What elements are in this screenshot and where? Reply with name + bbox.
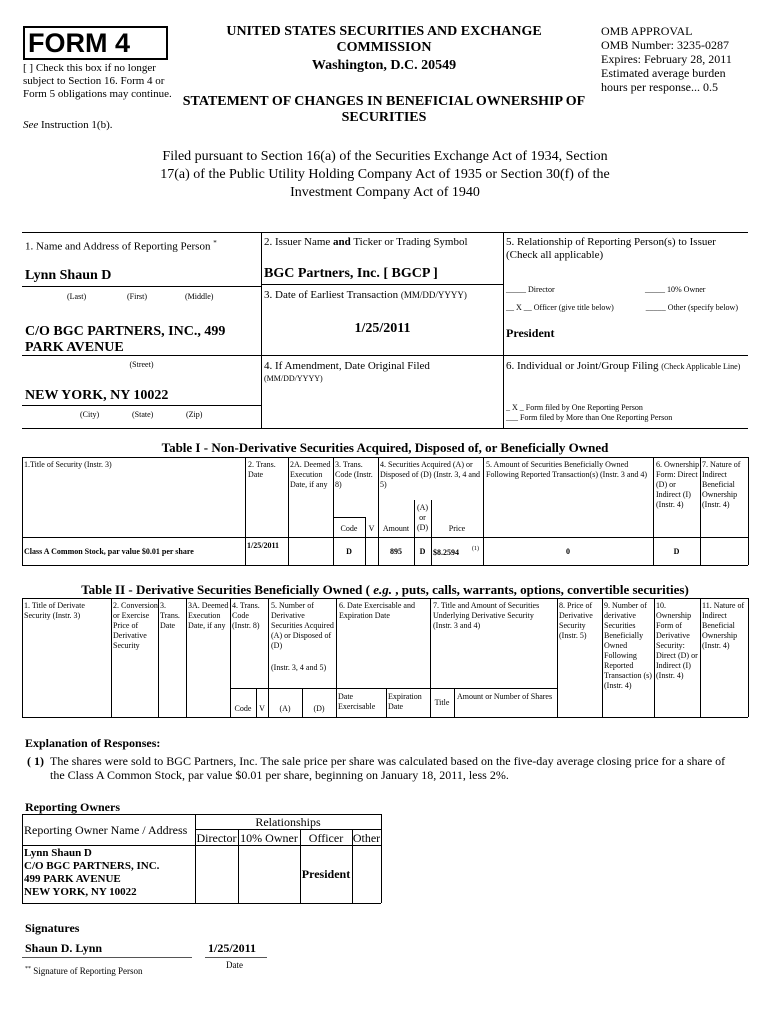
instruction-ref: Instruction 1(b). [38, 119, 113, 131]
t2-sub-expiration: Expiration Date [388, 692, 422, 711]
explanation-heading: Explanation of Responses: [25, 736, 161, 750]
t1-row-form: D [673, 547, 680, 556]
ro-col-other: Other [352, 831, 381, 845]
box6-check: (Check Applicable Line) [661, 362, 741, 371]
box2-label [264, 236, 502, 249]
t1-header-nature: 7. Nature of Indirect Beneficial Ownership (Instr. 4) [702, 460, 741, 509]
t2-sub-title: Title [434, 698, 450, 707]
t2-header-nature: 11. Nature of Indirect Beneficial Ownership (Instr. 4) [702, 601, 745, 650]
t1-header-ownership-form: 6. Ownership Form: Direct (D) or Indirect (I) (Instr. 4) [656, 460, 700, 509]
street-address: C/O BGC PARTNERS, INC., 499 PARK AVENUE [25, 324, 226, 355]
t1-sub-ad: (A) or (D) [416, 503, 429, 532]
relationship-other: _____ Other (specify below) [645, 303, 738, 312]
t1-header-date: 2. Trans. Date [248, 460, 276, 479]
omb-line: OMB APPROVAL [601, 24, 693, 38]
ro-relationships: Relationships [255, 815, 321, 829]
t1-row-date: 1/25/2011 [247, 541, 280, 550]
t2-sub-amount: Amount or Number of Shares [457, 692, 553, 701]
signatures-heading: Signatures [25, 921, 80, 935]
ro-officer-value: President [301, 867, 351, 881]
table2-title-pre: Table II - Derivative Securities Beneficially Owned ( [81, 582, 374, 597]
label-state: (State) [132, 410, 154, 419]
table2-title [22, 582, 748, 597]
t2-sub-a: (A) [279, 704, 291, 713]
box3-format: (MM/DD/YYYY) [400, 290, 467, 300]
box3-label-text: 3. Date of Earliest Transaction [264, 289, 399, 301]
ro-col-officer: Officer [308, 831, 344, 845]
table2-title-eg: e.g. [373, 582, 392, 597]
table1-title: Table I - Non-Derivative Securities Acquired, Disposed of, or Beneficially Owned [161, 440, 609, 455]
table2-title-post: , puts, calls, warrants, options, convertible securities) [391, 582, 689, 597]
box4-label: 4. If Amendment, Date Original Filed [264, 360, 430, 372]
t1-header-code: 3. Trans. Code (Instr. 8) [335, 460, 373, 489]
label-middle: (Middle) [185, 292, 214, 301]
t2-header-code: 4. Trans. Code (Instr. 8) [232, 601, 260, 630]
t1-header-acquired: 4. Securities Acquired (A) or Disposed of (D) (Instr. 3, 4 and 5) [380, 460, 480, 489]
box1-label-text: 1. Name and Address of Reporting Person [25, 240, 211, 253]
t2-header-deemed: 3A. Deemed Execution Date, if any [188, 601, 229, 630]
reporting-person-name: Lynn Shaun D [25, 268, 112, 283]
t1-sub-price: Price [448, 524, 466, 533]
t1-row-security: Class A Common Stock, par value $0.01 per share [24, 547, 194, 556]
t1-header-amount-owned: 5. Amount of Securities Beneficially Owned Following Reported Transaction(s) (Instr. 3 and 4) [486, 460, 648, 479]
t1-row-owned: 0 [566, 547, 570, 556]
t2-header-number: 5. Number of Derivative Securities Acquired (A) or Disposed of (D) [271, 601, 334, 650]
t2-header-trans-date: 3. Trans. Date [160, 601, 180, 630]
t2-header-number-owned: 9. Number of derivative Securities Beneficially Owned Following Reported Transaction (s) (Instr. 4) [604, 601, 652, 690]
date-label: Date [226, 960, 243, 970]
t1-header-title: 1.Title of Security (Instr. 3) [24, 460, 112, 469]
t2-header-ownership-form: 10. Ownership Form of Derivative Security: Direct (D) or Indirect (I) (Instr. 4) [656, 601, 698, 680]
t2-sub-d: (D) [313, 704, 325, 713]
agency-location: Washington, D.C. 20549 [311, 58, 457, 73]
explanation-footnote-number: ( 1) [27, 754, 44, 768]
omb-line: hours per response... 0.5 [601, 80, 718, 94]
t2-header-title: 1. Title of Derivate Security (Instr. 3) [24, 601, 85, 620]
box1-asterisk: * [213, 239, 217, 247]
box2-label-post: Ticker or Trading Symbol [350, 236, 468, 248]
t2-header-price: 8. Price of Derivative Security (Instr. 5) [559, 601, 593, 640]
signature-date: 1/25/2011 [208, 941, 257, 955]
omb-line: Estimated average burden [601, 66, 726, 80]
box6-label-text: 6. Individual or Joint/Group Filing [506, 360, 659, 372]
t2-sub-code: Code [234, 704, 252, 713]
relationship-director: _____ Director [506, 285, 555, 294]
box5-sub: (Check all applicable) [506, 249, 604, 261]
box4-format: (MM/DD/YYYY) [264, 374, 323, 383]
t1-row-code: D [346, 547, 352, 556]
t1-row-amount: 895 [390, 547, 402, 556]
label-last: (Last) [67, 292, 87, 301]
officer-title: President [506, 326, 555, 340]
t1-sub-v: V [368, 524, 375, 533]
filing-more-persons: ___ Form filed by More than One Reporting Person [506, 413, 673, 422]
no-longer-subject-checkbox-text: [ ] Check this box if no longer subject to Section 16. Form 4 or Form 5 obligations may continue. [23, 62, 172, 100]
label-zip: (Zip) [186, 410, 203, 419]
signature-marker: ** [25, 966, 31, 972]
signature-label [25, 964, 143, 977]
filed-pursuant: Filed pursuant to Section 16(a) of the Securities Exchange Act of 1934, Section 17(a) of the Public Utility Holding Company Act of 1935 or Section 30(f) of the Investment Company Act of 1940 [160, 149, 610, 200]
t2-header-number-instr: (Instr. 3, 4 and 5) [271, 663, 327, 672]
ro-col-director: Director [196, 831, 237, 845]
t2-header-conversion: 2. Conversion or Exercise Price of Derivative Security [113, 601, 158, 650]
t2-header-exercisable: 6. Date Exercisable and Expiration Date [339, 601, 415, 620]
box1-label [25, 237, 260, 254]
t2-sub-exercisable: Date Exercisable [338, 692, 376, 711]
omb-line: Expires: February 28, 2011 [601, 52, 732, 66]
t1-header-deemed: 2A. Deemed Execution Date, if any [290, 460, 331, 489]
box2-label-pre: 2. Issuer Name [264, 236, 334, 248]
omb-line: OMB Number: 3235-0287 [601, 38, 729, 52]
form-title: FORM 4 [23, 26, 168, 60]
signer-name: Shaun D. Lynn [25, 941, 103, 955]
see-instruction [23, 119, 173, 132]
agency-name: UNITED STATES SECURITIES AND EXCHANGE COMMISSION [226, 24, 542, 55]
t1-sub-amount: Amount [382, 524, 410, 533]
t2-sub-v: V [259, 704, 265, 713]
relationship-ten-pct: _____ 10% Owner [645, 285, 706, 294]
label-street: (Street) [129, 360, 154, 369]
ro-owner-name-address [24, 847, 196, 899]
ro-owner-line: C/O BGC PARTNERS, INC. [24, 860, 160, 872]
box5-label: 5. Relationship of Reporting Person(s) to Issuer [506, 236, 716, 248]
signature-label-text: Signature of Reporting Person [31, 966, 143, 976]
t1-row-ad: D [419, 547, 426, 556]
earliest-transaction-date: 1/25/2011 [354, 321, 411, 336]
statement-title: STATEMENT OF CHANGES IN BENEFICIAL OWNERSHIP OF SECURITIES [182, 94, 586, 125]
ro-col-name-address: Reporting Owner Name / Address [24, 823, 188, 837]
t1-row-price: $8.2594 [433, 548, 459, 557]
box6-label [506, 360, 750, 373]
explanation-footnote-text: The shares were sold to BGC Partners, Inc. The sale price per share was calculated based on the five-day average closing price for a share of the Class A Common Stock, par value $0.01 per share, beginning on January 18, 2011, less 2%. [50, 754, 726, 782]
t1-row-footnote: (1) [472, 546, 479, 552]
filing-one-person: _ X _ Form filed by One Reporting Person [506, 403, 643, 412]
reporting-owners-heading: Reporting Owners [25, 800, 120, 814]
ro-owner-line: 499 PARK AVENUE [24, 873, 121, 885]
label-city: (City) [80, 410, 100, 419]
label-first: (First) [127, 292, 147, 301]
box3-label [264, 289, 502, 302]
box2-label-and: and [333, 236, 351, 248]
relationship-officer: __ X __ Officer (give title below) [506, 303, 614, 312]
issuer-name-ticker: BGC Partners, Inc. [ BGCP ] [264, 266, 438, 281]
t2-header-underlying: 7. Title and Amount of Securities Underlying Derivative Security (Instr. 3 and 4) [433, 601, 540, 630]
t1-sub-code: Code [340, 524, 358, 533]
see-word: See [23, 119, 39, 131]
omb-approval [601, 24, 769, 94]
ro-owner-line: Lynn Shaun D [24, 847, 92, 859]
ro-owner-line: NEW YORK, NY 10022 [24, 886, 137, 898]
ro-col-ten-pct: 10% Owner [240, 831, 298, 845]
city-state-zip: NEW YORK, NY 10022 [25, 388, 169, 403]
